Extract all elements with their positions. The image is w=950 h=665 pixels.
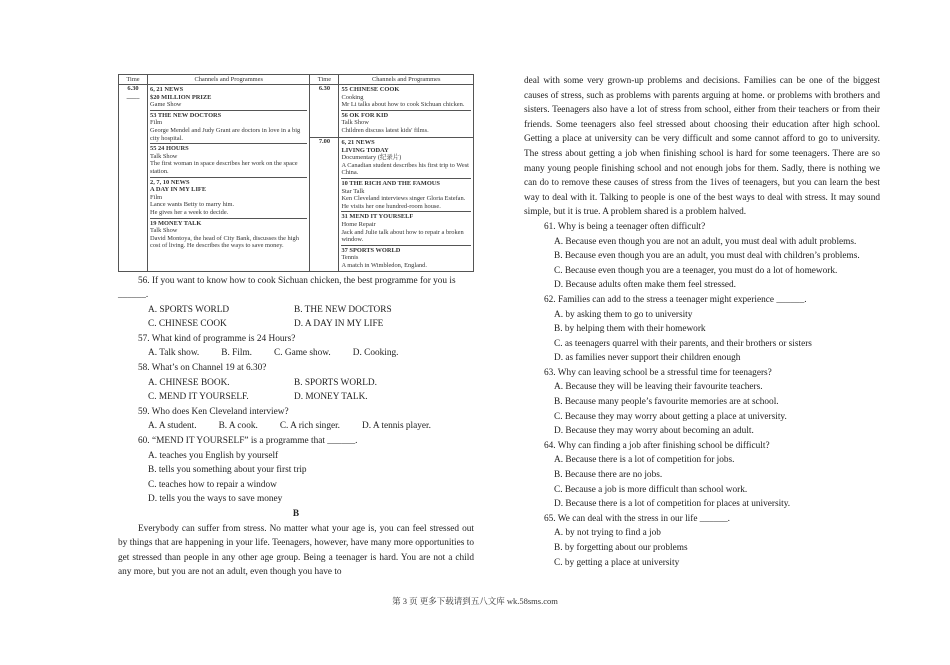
option: C. by getting a place at university <box>554 557 680 568</box>
programme-title: $20 MILLION PRIZE <box>150 93 212 101</box>
option: C. CHINESE COOK <box>148 319 227 330</box>
option: A. by not trying to find a job <box>554 528 661 539</box>
option: B. Because even though you are an adult, you must deal with children’s problems. <box>554 251 860 262</box>
option: A. Because even though you are not an adult, you must deal with adult problems. <box>554 236 857 247</box>
option: D. A DAY IN MY LIFE <box>294 319 384 330</box>
programme-entry <box>341 212 471 245</box>
programme-entry <box>150 178 307 219</box>
programme-entry <box>150 85 307 111</box>
option: C. A rich singer. <box>279 421 340 432</box>
programme-line: Documentary (纪录片) <box>341 154 402 162</box>
question: 64. Why can finding a job after finishing school be difficult? <box>544 440 770 451</box>
option: A. CHINESE BOOK. <box>148 377 230 388</box>
option: C. MEND IT YOURSELF. <box>148 392 249 403</box>
programme-line: Lance wants Betty to marry him. <box>150 201 235 209</box>
passage-b-part-1: Everybody can suffer from stress. No matter what your age is, you can feel stressed out by things that are happening in your life. Teenagers, however, have many more opportunities to get stressed than people in any other age group. Being a teenager is hard. You are not a child any more, but you are not an adult, even though you have to <box>118 523 474 578</box>
programme-channel: 6, 21 NEWS <box>341 139 375 146</box>
programme-channel: 53 THE NEW DOCTORS <box>150 111 222 119</box>
option: D. MONEY TALK. <box>294 392 368 403</box>
programme-channel: 19 MONEY TALK <box>150 219 202 227</box>
option: D. Because they may worry about becoming an adult. <box>554 426 754 437</box>
programme-entry <box>341 111 471 136</box>
programme-list <box>148 85 310 272</box>
programme-list <box>339 85 474 138</box>
option: B. Because many people’s favourite memories are at school. <box>554 397 779 408</box>
option: C. Game show. <box>274 348 331 359</box>
programme-line: Cooking <box>341 93 364 101</box>
programme-line: Children discuss latest kids' films. <box>341 126 429 134</box>
option: D. Because there is a lot of competition for places at university. <box>554 499 791 510</box>
option: C. teaches how to repair a window <box>148 479 277 490</box>
question-59: 59. Who does Ken Cleveland interview? <box>138 406 289 417</box>
option: A. Because they will be leaving their favourite teachers. <box>554 382 763 393</box>
programme-title: A DAY IN MY LIFE <box>150 186 207 194</box>
option: D. Cooking. <box>352 348 399 359</box>
option: A. A student. <box>148 421 197 432</box>
time-cell: 6.30 ____ <box>119 85 148 272</box>
option: C. as teenagers quarrel with their parents, and their brothers or sisters <box>554 338 812 349</box>
option: A. by asking them to go to university <box>554 309 693 320</box>
option: C. Because they may worry about getting a place at university. <box>554 411 787 422</box>
programme-entry <box>150 144 307 177</box>
page-footer: 第 3 页 更多下载请到五八文库 wk.58sms.com <box>392 596 558 606</box>
programme-channel: 2, 7, 10 NEWS <box>150 178 190 186</box>
programme-title: LIVING TODAY <box>341 146 389 154</box>
programme-line: Mr Li talks about how to cook Sichuan chicken. <box>341 101 465 109</box>
programme-entry <box>341 179 471 212</box>
programme-entry <box>341 85 471 111</box>
programme-channel: 55 CHINESE COOK <box>341 86 400 93</box>
programme-entry <box>150 111 307 144</box>
option: B. Because there are no jobs. <box>554 470 663 481</box>
programme-line: A Canadian student describes his first trip to West China. <box>341 161 469 177</box>
programme-line: Film <box>150 119 163 127</box>
programme-channel: 55 24 HOURS <box>150 145 189 153</box>
table-header-time: Time <box>310 75 339 85</box>
table-header-programmes: Channels and Programmes <box>148 75 310 85</box>
programme-line: Tennis <box>341 254 359 262</box>
programme-line: He gives her a week to decide. <box>150 208 229 216</box>
question-57: 57. What kind of programme is 24 Hours? <box>138 333 296 344</box>
programme-line: George Mendel and Judy Grant are doctors in love in a big city hospital. <box>150 126 301 142</box>
programme-line: Jack and Julie talk about how to repair a broken window. <box>341 228 464 244</box>
programme-channel: 56 OK FOR KID <box>341 111 389 119</box>
programme-entry <box>341 246 471 271</box>
question-56: 56. If you want to know how to cook Sichuan chicken, the best programme for you is ______. <box>118 275 456 301</box>
programme-line: Film <box>150 193 163 201</box>
question-60: 60. “MEND IT YOURSELF” is a programme that ______. <box>138 436 358 447</box>
option: A. teaches you English by yourself <box>148 450 279 461</box>
programme-channel: 6, 21 NEWS <box>150 86 184 93</box>
question-list <box>524 220 880 570</box>
option: A. SPORTS WORLD <box>148 304 230 315</box>
option: D. as families never support their children enough <box>554 353 741 364</box>
options-59 <box>118 419 474 434</box>
time-cell: 6.30 <box>310 85 339 138</box>
programme-channel: 31 MEND IT YOURSELF <box>341 213 414 221</box>
programme-entry <box>150 219 307 251</box>
programme-line: Talk Show <box>150 227 178 235</box>
programme-line: Talk Show <box>341 119 369 127</box>
programme-line: Star Talk <box>341 187 365 195</box>
programme-line: The first woman in space describes her work on the space station. <box>150 160 298 175</box>
option: B. by helping them with their homework <box>554 324 706 335</box>
option: A. Talk show. <box>148 348 200 359</box>
options-56 <box>118 303 474 318</box>
option: D. Because adults often make them feel stressed. <box>554 280 737 291</box>
section-heading: B <box>292 509 300 519</box>
option: D. tells you the ways to save money <box>148 494 283 505</box>
option: B. SPORTS WORLD. <box>294 377 377 388</box>
options-56 <box>118 317 474 332</box>
programme-channel: 10 THE RICH AND THE FAMOUS <box>341 179 440 187</box>
table-header-programmes: Channels and Programmes <box>339 75 474 85</box>
tv-schedule-table <box>118 74 474 272</box>
option: B. THE NEW DOCTORS <box>294 304 392 315</box>
programme-line: Ken Cleveland interviews singer Gloria Estefan. He visits her one hundred-room house. <box>341 195 466 210</box>
programme-line: David Montoya, the head of City Bank, discusses the high cost of living. He describes the ways to save money. <box>150 234 299 250</box>
option: B. tells you something about your first trip <box>148 465 307 476</box>
question: 65. We can deal with the stress in our life ______. <box>544 513 731 524</box>
option: B. A cook. <box>218 421 258 432</box>
passage-b-part-2: deal with some very grown-up problems and decisions. Families can be one of the biggest causes of stress, such as problems with parents arguing at home. or problems with brothers and sisters. Teenagers also have a lot of stress from school, either from their teachers or from their friends. Some teenagers also feel stressed about choosing their education after high school. Getting a place at university can be very difficult and some cannot afford to go to university. The stress about getting a job when finishing school is hard for some teenagers. There are so many young people finishing school and not enough jobs for them. Sadly, there is nothing we can do to remove these causes of stress from the 1ives of teenagers, but you can learn the best way to deal with it. Talking to people is one of the best ways to deal with stress. It may sound simple, but it is true. A problem shared is a problem halved. <box>524 76 880 218</box>
options-58 <box>118 376 474 391</box>
left-column <box>118 74 474 580</box>
right-column <box>524 74 880 570</box>
option: B. by forgetting about our problems <box>554 543 688 553</box>
programme-line: A match in Wimbledon, England. <box>341 261 427 269</box>
option: C. Because a job is more difficult than school work. <box>554 484 748 495</box>
programme-channel: 37 SPORTS WORLD <box>341 246 401 254</box>
programme-line: Talk Show <box>150 152 178 160</box>
options-58 <box>118 390 474 405</box>
question: 63. Why can leaving school be a stressful time for teenagers? <box>544 367 772 378</box>
programme-line: Game Show <box>150 101 182 109</box>
programme-line: Home Repair <box>341 220 376 228</box>
options-57 <box>118 346 474 361</box>
option: B. Film. <box>221 348 253 359</box>
programme-list <box>339 138 474 272</box>
option: A. Because there is a lot of competition for jobs. <box>554 455 735 466</box>
option: D. A tennis player. <box>362 421 431 432</box>
question-58: 58. What’s on Channel 19 at 6.30? <box>138 363 267 374</box>
programme-entry <box>341 138 471 179</box>
time-cell: 7.00 <box>310 138 339 272</box>
option: C. Because even though you are a teenager, you must do a lot of homework. <box>554 265 838 276</box>
table-header-time: Time <box>119 75 148 85</box>
question: 62. Families can add to the stress a teenager might experience ______. <box>544 294 807 305</box>
question: 61. Why is being a teenager often difficult? <box>544 221 706 232</box>
